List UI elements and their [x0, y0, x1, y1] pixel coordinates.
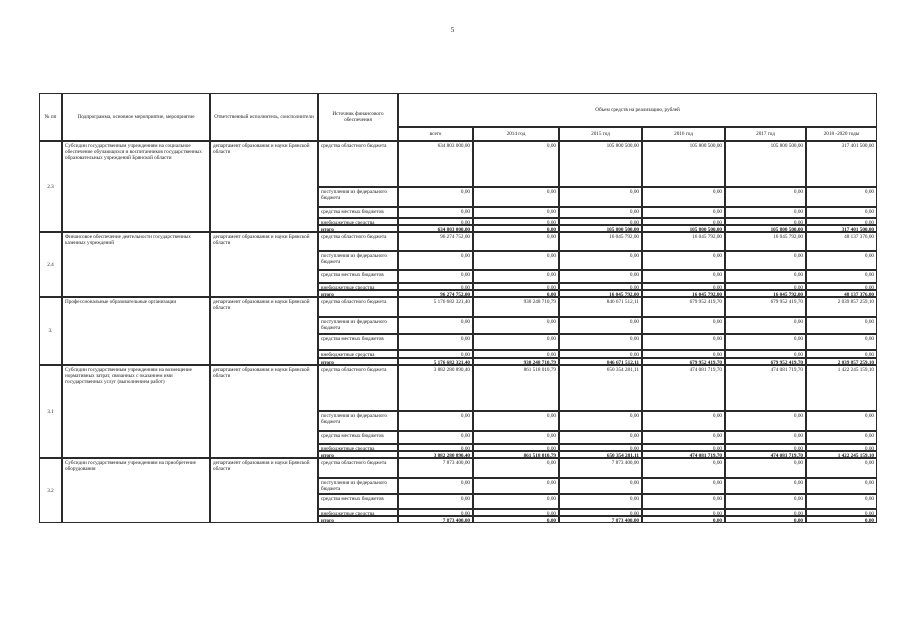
amount-value: 16 045 792,00 [559, 232, 642, 251]
amount-value: 0,00 [725, 283, 806, 290]
amount-value: 0,00 [398, 218, 473, 225]
amount-value: 0,00 [806, 458, 877, 478]
amount-value: 0,00 [473, 509, 559, 516]
amount-value: 48 137 376,00 [806, 232, 877, 251]
amount-value: 0,00 [725, 334, 806, 350]
amount-value: 930 248 710,79 [473, 297, 559, 317]
amount-value: 0,00 [642, 218, 725, 225]
total-value: 48 137 376,00 [806, 290, 877, 297]
total-value: 0,00 [473, 516, 559, 523]
amount-value: 0,00 [642, 431, 725, 444]
source-label: итого [318, 225, 398, 232]
amount-value: 0,00 [473, 350, 559, 358]
amount-value: 2 039 857 259,10 [806, 297, 877, 317]
amount-value: 0,00 [725, 317, 806, 334]
amount-value: 0,00 [806, 411, 877, 431]
amount-value: 0,00 [398, 251, 473, 270]
source-label: средства местных бюджетов [318, 334, 398, 350]
executor-name: департамент образования и науки Брянской области [210, 365, 318, 458]
header-year: 2015 год [559, 127, 642, 141]
executor-name: департамент образования и науки Брянской области [210, 297, 318, 365]
amount-value: 0,00 [806, 350, 877, 358]
amount-value: 0,00 [725, 251, 806, 270]
total-value: 0,00 [642, 516, 725, 523]
amount-value: 0,00 [398, 207, 473, 218]
amount-value: 0,00 [398, 317, 473, 334]
header-year: 2014 год [473, 127, 559, 141]
total-value: 317 401 500,00 [806, 225, 877, 232]
amount-value: 7 873 400,00 [398, 458, 473, 478]
total-value: 846 671 512,11 [559, 358, 642, 365]
amount-value: 105 800 500,00 [725, 141, 806, 187]
amount-value: 317 401 500,00 [806, 141, 877, 187]
total-value: 7 873 400,00 [559, 516, 642, 523]
amount-value: 0,00 [559, 478, 642, 494]
source-label: итого [318, 451, 398, 458]
total-value: 0,00 [725, 516, 806, 523]
source-label: итого [318, 358, 398, 365]
executor-name: департамент образования и науки Брянской области [210, 458, 318, 523]
header-source: Источник финансового обеспечения [318, 93, 398, 141]
source-label: итого [318, 516, 398, 523]
amount-value: 0,00 [559, 444, 642, 451]
amount-value: 0,00 [642, 444, 725, 451]
header-year: 2016 год [642, 127, 725, 141]
amount-value: 16 045 792,00 [725, 232, 806, 251]
amount-value: 0,00 [473, 494, 559, 509]
total-value: 474 081 719,70 [642, 451, 725, 458]
amount-value: 0,00 [642, 207, 725, 218]
amount-value: 0,00 [725, 350, 806, 358]
amount-value: 0,00 [725, 444, 806, 451]
total-value: 634 803 000,00 [398, 225, 473, 232]
source-label: средства областного бюджета [318, 141, 398, 187]
total-value: 105 800 500,00 [642, 225, 725, 232]
amount-value: 96 274 752,00 [398, 232, 473, 251]
header-no: № пп [39, 93, 62, 141]
amount-value: 0,00 [473, 411, 559, 431]
amount-value: 5 176 682 321,40 [398, 297, 473, 317]
amount-value: 0,00 [559, 317, 642, 334]
amount-value: 0,00 [398, 478, 473, 494]
amount-value: 7 873 400,00 [559, 458, 642, 478]
amount-value: 0,00 [473, 431, 559, 444]
amount-value: 16 045 792,00 [642, 232, 725, 251]
total-value: 1 422 245 159,10 [806, 451, 877, 458]
source-label: средства местных бюджетов [318, 207, 398, 218]
amount-value: 0,00 [725, 218, 806, 225]
total-value: 0,00 [806, 516, 877, 523]
amount-value: 0,00 [473, 187, 559, 207]
amount-value: 0,00 [559, 207, 642, 218]
amount-value: 0,00 [473, 444, 559, 451]
amount-value: 0,00 [725, 494, 806, 509]
source-label: средства местных бюджетов [318, 270, 398, 283]
amount-value: 0,00 [398, 334, 473, 350]
executor-name: департамент образования и науки Брянской области [210, 141, 318, 232]
total-value: 930 248 710,79 [473, 358, 559, 365]
amount-value: 3 882 280 890,40 [398, 365, 473, 411]
amount-value: 0,00 [642, 494, 725, 509]
amount-value: 0,00 [398, 350, 473, 358]
source-label: внебюджетные средства [318, 509, 398, 516]
total-value: 0,00 [473, 290, 559, 297]
total-value: 96 274 752,00 [398, 290, 473, 297]
amount-value: 0,00 [806, 187, 877, 207]
source-label: средства областного бюджета [318, 297, 398, 317]
total-value: 16 045 792,00 [642, 290, 725, 297]
amount-value: 0,00 [398, 431, 473, 444]
source-label: поступления из федерального бюджета [318, 187, 398, 207]
row-number: 3.2 [39, 458, 62, 523]
program-name: Субсидии государственным учреждениям на приобретение оборудования [62, 458, 210, 523]
row-number: 2.3 [39, 141, 62, 232]
amount-value: 0,00 [642, 411, 725, 431]
amount-value: 0,00 [806, 317, 877, 334]
total-value: 0,00 [473, 225, 559, 232]
total-value: 861 518 010,79 [473, 451, 559, 458]
amount-value: 0,00 [725, 509, 806, 516]
amount-value: 0,00 [806, 207, 877, 218]
total-value: 105 800 500,00 [559, 225, 642, 232]
program-name: Профессиональные образовательные организации [62, 297, 210, 365]
amount-value: 0,00 [642, 187, 725, 207]
amount-value: 0,00 [725, 431, 806, 444]
amount-value: 0,00 [559, 350, 642, 358]
amount-value: 0,00 [398, 270, 473, 283]
amount-value: 0,00 [642, 509, 725, 516]
source-label: средства областного бюджета [318, 232, 398, 251]
amount-value: 0,00 [642, 334, 725, 350]
amount-value: 679 952 419,70 [725, 297, 806, 317]
amount-value: 0,00 [806, 283, 877, 290]
amount-value: 0,00 [725, 458, 806, 478]
source-label: поступления из федерального бюджета [318, 411, 398, 431]
total-value: 7 873 400,00 [398, 516, 473, 523]
amount-value: 0,00 [642, 283, 725, 290]
amount-value: 0,00 [398, 494, 473, 509]
source-label: внебюджетные средства [318, 444, 398, 451]
amount-value: 634 803 000,00 [398, 141, 473, 187]
header-year: 2017 год [725, 127, 806, 141]
amount-value: 0,00 [806, 251, 877, 270]
amount-value: 0,00 [398, 444, 473, 451]
amount-value: 0,00 [559, 251, 642, 270]
amount-value: 0,00 [473, 207, 559, 218]
total-value: 16 045 792,00 [725, 290, 806, 297]
program-name: Субсидии государственным учреждениям на социальное обеспечение обучающихся и воспитанников государственных образовательных учреждений Брянской области [62, 141, 210, 232]
source-label: внебюджетные средства [318, 283, 398, 290]
amount-value: 0,00 [473, 251, 559, 270]
amount-value: 0,00 [806, 478, 877, 494]
amount-value: 0,00 [725, 207, 806, 218]
amount-value: 0,00 [642, 270, 725, 283]
amount-value: 679 952 419,70 [642, 297, 725, 317]
amount-value: 0,00 [642, 478, 725, 494]
amount-value: 0,00 [642, 317, 725, 334]
source-label: внебюджетные средства [318, 218, 398, 225]
page-number: 5 [450, 26, 455, 34]
header-year: всего [398, 127, 473, 141]
amount-value: 0,00 [806, 431, 877, 444]
amount-value: 0,00 [398, 283, 473, 290]
total-value: 474 081 719,70 [725, 451, 806, 458]
amount-value: 474 081 719,70 [642, 365, 725, 411]
source-label: итого [318, 290, 398, 297]
amount-value: 105 800 500,00 [642, 141, 725, 187]
amount-value: 0,00 [559, 283, 642, 290]
header-amount: Объем средств на реализацию, рублей [398, 93, 877, 127]
amount-value: 0,00 [473, 218, 559, 225]
amount-value: 650 354 281,11 [559, 365, 642, 411]
amount-value: 0,00 [559, 334, 642, 350]
source-label: внебюджетные средства [318, 350, 398, 358]
row-number: 3.1 [39, 365, 62, 458]
amount-value: 0,00 [473, 478, 559, 494]
amount-value: 0,00 [806, 444, 877, 451]
total-value: 679 952 419,70 [725, 358, 806, 365]
amount-value: 861 518 010,79 [473, 365, 559, 411]
amount-value: 0,00 [559, 494, 642, 509]
amount-value: 0,00 [725, 270, 806, 283]
program-name: Финансовое обеспечение деятельности государственных казенных учреждений [62, 232, 210, 297]
source-label: поступления из федерального бюджета [318, 317, 398, 334]
total-value: 679 952 419,70 [642, 358, 725, 365]
amount-value: 0,00 [473, 283, 559, 290]
total-value: 2 039 857 259,10 [806, 358, 877, 365]
amount-value: 105 800 500,00 [559, 141, 642, 187]
amount-value: 0,00 [559, 431, 642, 444]
amount-value: 0,00 [725, 411, 806, 431]
amount-value: 0,00 [473, 458, 559, 478]
amount-value: 0,00 [473, 232, 559, 251]
amount-value: 0,00 [642, 350, 725, 358]
total-value: 105 800 500,00 [725, 225, 806, 232]
amount-value: 0,00 [398, 187, 473, 207]
amount-value: 474 081 719,70 [725, 365, 806, 411]
source-label: поступления из федерального бюджета [318, 251, 398, 270]
row-number: 3. [39, 297, 62, 365]
source-label: поступления из федерального бюджета [318, 478, 398, 494]
amount-value: 1 422 245 159,10 [806, 365, 877, 411]
program-name: Субсидии государственным учреждениям на возмещение нормативных затрат, связанных с оказанием ими государственных услуг (выполнением работ) [62, 365, 210, 458]
source-label: средства областного бюджета [318, 458, 398, 478]
amount-value: 0,00 [559, 187, 642, 207]
executor-name: департамент образования и науки Брянской области [210, 232, 318, 297]
amount-value: 846 671 512,11 [559, 297, 642, 317]
amount-value: 0,00 [559, 270, 642, 283]
source-label: средства местных бюджетов [318, 431, 398, 444]
amount-value: 0,00 [806, 270, 877, 283]
amount-value: 0,00 [473, 141, 559, 187]
amount-value: 0,00 [642, 458, 725, 478]
source-label: средства областного бюджета [318, 365, 398, 411]
amount-value: 0,00 [725, 478, 806, 494]
amount-value: 0,00 [559, 218, 642, 225]
amount-value: 0,00 [806, 509, 877, 516]
source-label: средства местных бюджетов [318, 494, 398, 509]
amount-value: 0,00 [725, 187, 806, 207]
amount-value: 0,00 [398, 411, 473, 431]
amount-value: 0,00 [559, 411, 642, 431]
amount-value: 0,00 [473, 317, 559, 334]
amount-value: 0,00 [398, 509, 473, 516]
row-number: 2.4 [39, 232, 62, 297]
amount-value: 0,00 [806, 334, 877, 350]
amount-value: 0,00 [642, 251, 725, 270]
total-value: 5 176 682 321,40 [398, 358, 473, 365]
header-program: Подпрограмма, основное мероприятие, мероприятие [62, 93, 210, 141]
amount-value: 0,00 [806, 218, 877, 225]
header-executor: Ответственный исполнитель, соисполнители [210, 93, 318, 141]
amount-value: 0,00 [473, 334, 559, 350]
header-year: 2018 -2020 годы [806, 127, 877, 141]
total-value: 3 882 280 890,40 [398, 451, 473, 458]
total-value: 650 354 281,11 [559, 451, 642, 458]
amount-value: 0,00 [806, 494, 877, 509]
amount-value: 0,00 [559, 509, 642, 516]
amount-value: 0,00 [473, 270, 559, 283]
total-value: 16 045 792,00 [559, 290, 642, 297]
